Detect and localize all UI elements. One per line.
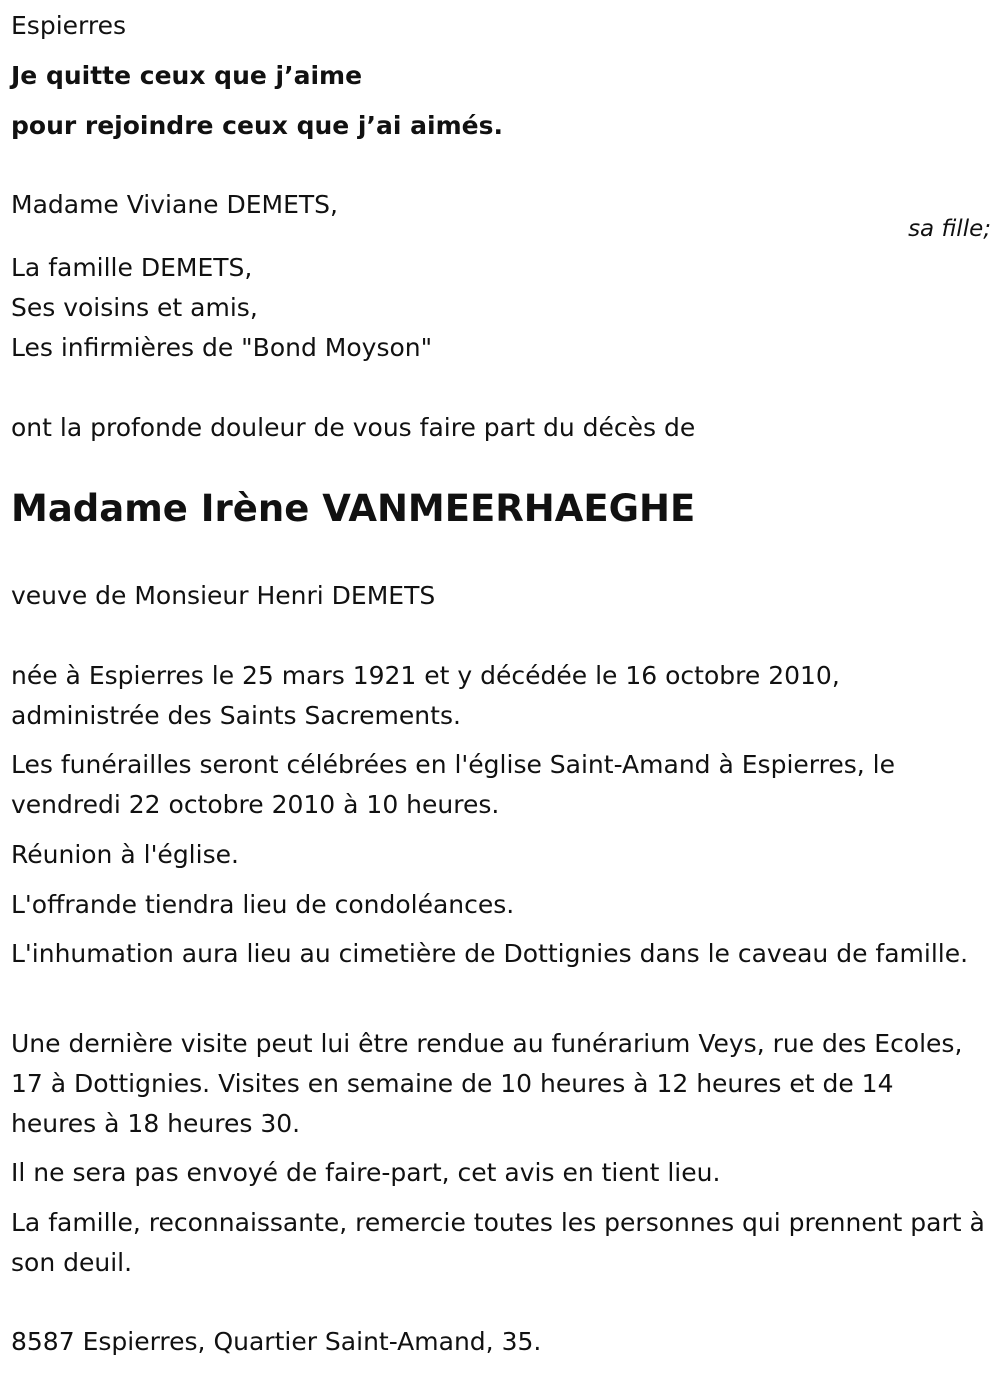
quote-line-2: pour rejoindre ceux que j’ai aimés.	[11, 111, 503, 140]
no-card-paragraph: Il ne sera pas envoyé de faire-part, cet avis en tient lieu.	[11, 1158, 721, 1187]
meeting-paragraph: Réunion à l'église.	[11, 840, 239, 869]
family-line-2: Ses voisins et amis,	[11, 293, 258, 322]
family-line-3: Les infirmières de "Bond Moyson"	[11, 333, 433, 362]
notice-place: Espierres	[11, 11, 126, 40]
widow-of-text: veuve de Monsieur Henri DEMETS	[11, 581, 436, 610]
visit-paragraph: Une dernière visite peut lui être rendue au funérarium Veys, rue des Ecoles, 17 à Dottignies. Visites en semaine de 10 heures à 12 heures et de 14 heures à 18 heures 30.	[11, 1029, 963, 1138]
family-line-1: La famille DEMETS,	[11, 253, 253, 282]
funeral-paragraph: Les funérailles seront célébrées en l'église Saint-Amand à Espierres, le vendredi 22 octobre 2010 à 10 heures.	[11, 750, 895, 819]
daughter-name: Madame Viviane DEMETS,	[11, 190, 338, 219]
daughter-relation: sa fille;	[908, 216, 991, 242]
deceased-name: Madame Irène VANMEERHAEGHE	[11, 487, 696, 530]
burial-paragraph: L'inhumation aura lieu au cimetière de Dottignies dans le caveau de famille.	[11, 939, 969, 968]
quote-line-1: Je quitte ceux que j’aime	[11, 61, 363, 90]
birth-death-paragraph: née à Espierres le 25 mars 1921 et y décédée le 16 octobre 2010, administrée des Saints Sacrements.	[11, 661, 840, 730]
address-text: 8587 Espierres, Quartier Saint-Amand, 35.	[11, 1327, 542, 1356]
thanks-paragraph: La famille, reconnaissante, remercie toutes les personnes qui prennent part à son deuil.	[11, 1208, 985, 1277]
announcement-text: ont la profonde douleur de vous faire part du décès de	[11, 413, 696, 442]
offering-paragraph: L'offrande tiendra lieu de condoléances.	[11, 890, 515, 919]
